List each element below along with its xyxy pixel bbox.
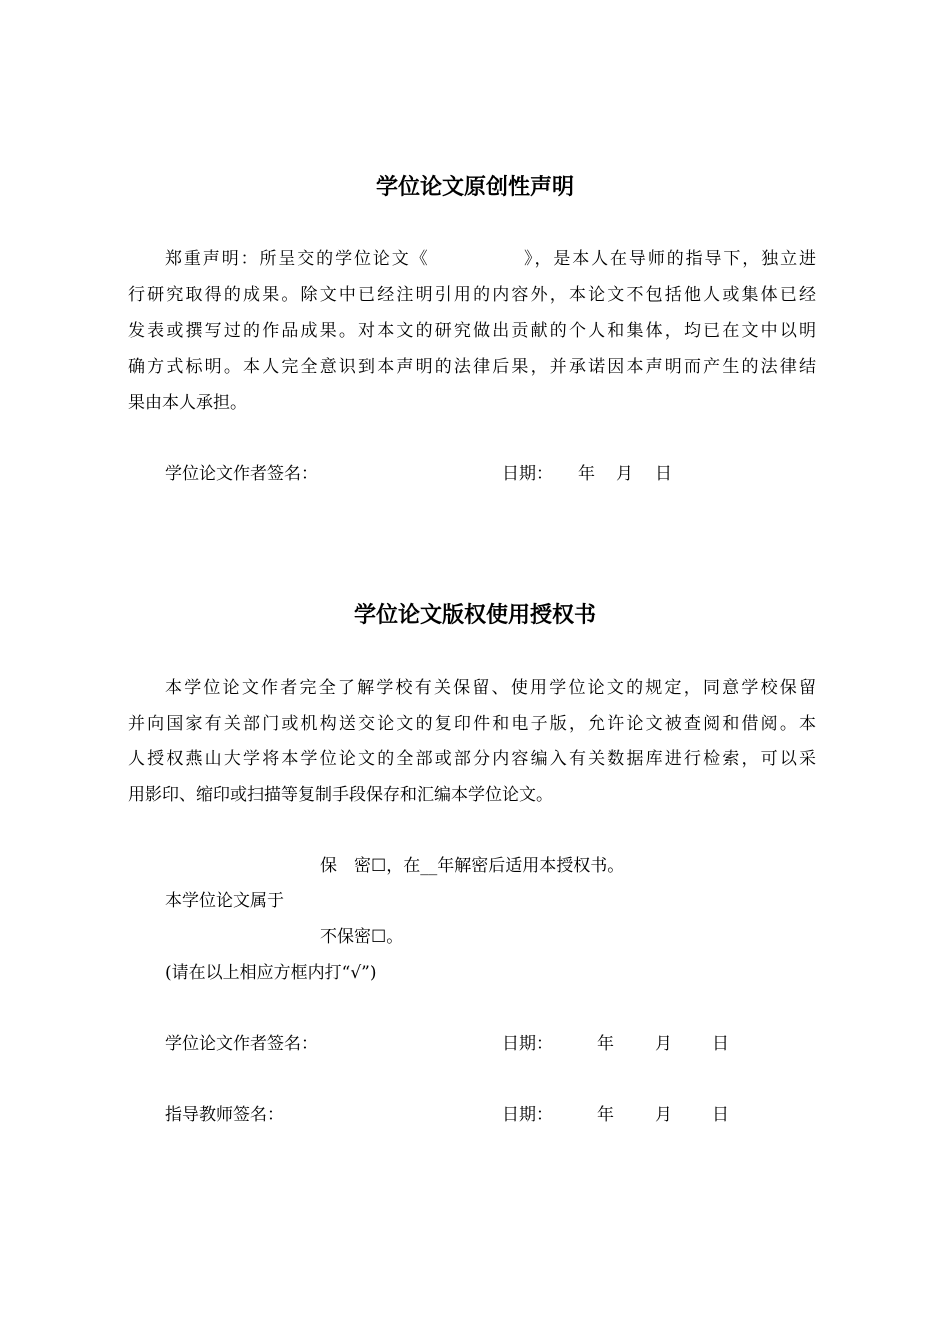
advisor-year-label: 年	[597, 1105, 614, 1125]
declaration-year-label: 年	[578, 464, 595, 484]
checkbox-instruction: (请在以上相应方框内打“√”)	[165, 963, 377, 983]
declaration-line-1: 郑重声明：所呈交的学位论文《 》，是本人在导师的指导下，独立进	[165, 249, 816, 269]
authorization-line-2: 并向国家有关部门或机构送交论文的复印件和电子版，允许论文被查阅和借阅。本	[128, 714, 816, 734]
declaration-line-3: 发表或撰写过的作品成果。对本文的研究做出贡献的个人和集体，均已在文中以明	[128, 321, 816, 341]
advisor-date-label: 日期：	[502, 1105, 553, 1125]
declaration-month-label: 月	[616, 464, 633, 484]
confidential-option: 保 密☐，在__年解密后适用本授权书。	[320, 856, 625, 876]
authorization-line-4: 用影印、缩印或扫描等复制手段保存和汇编本学位论文。	[128, 785, 553, 805]
author-signature-label: 学位论文作者签名：	[165, 1034, 318, 1054]
declaration-line-4: 确方式标明。本人完全意识到本声明的法律后果，并承诺因本声明而产生的法律结	[128, 357, 816, 377]
author-day-label: 日	[712, 1034, 729, 1054]
authorization-line-1: 本学位论文作者完全了解学校有关保留、使用学位论文的规定，同意学校保留	[165, 678, 816, 698]
advisor-signature-label: 指导教师签名：	[165, 1105, 284, 1125]
nonconfidential-option: 不保密☐。	[320, 927, 404, 947]
author-month-label: 月	[655, 1034, 672, 1054]
declaration-line-2: 行研究取得的成果。除文中已经注明引用的内容外，本论文不包括他人或集体已经	[128, 285, 816, 305]
belongs-label: 本学位论文属于	[165, 891, 284, 911]
declaration-signature-label: 学位论文作者签名：	[165, 464, 318, 484]
authorization-line-3: 人授权燕山大学将本学位论文的全部或部分内容编入有关数据库进行检索，可以采	[128, 749, 816, 769]
declaration-date-label: 日期：	[502, 464, 553, 484]
declaration-title: 学位论文原创性声明	[375, 175, 574, 200]
authorization-title: 学位论文版权使用授权书	[353, 603, 596, 628]
declaration-line-5: 果由本人承担。	[128, 393, 247, 413]
advisor-day-label: 日	[712, 1105, 729, 1125]
author-year-label: 年	[597, 1034, 614, 1054]
declaration-day-label: 日	[655, 464, 672, 484]
advisor-month-label: 月	[655, 1105, 672, 1125]
author-date-label: 日期：	[502, 1034, 553, 1054]
